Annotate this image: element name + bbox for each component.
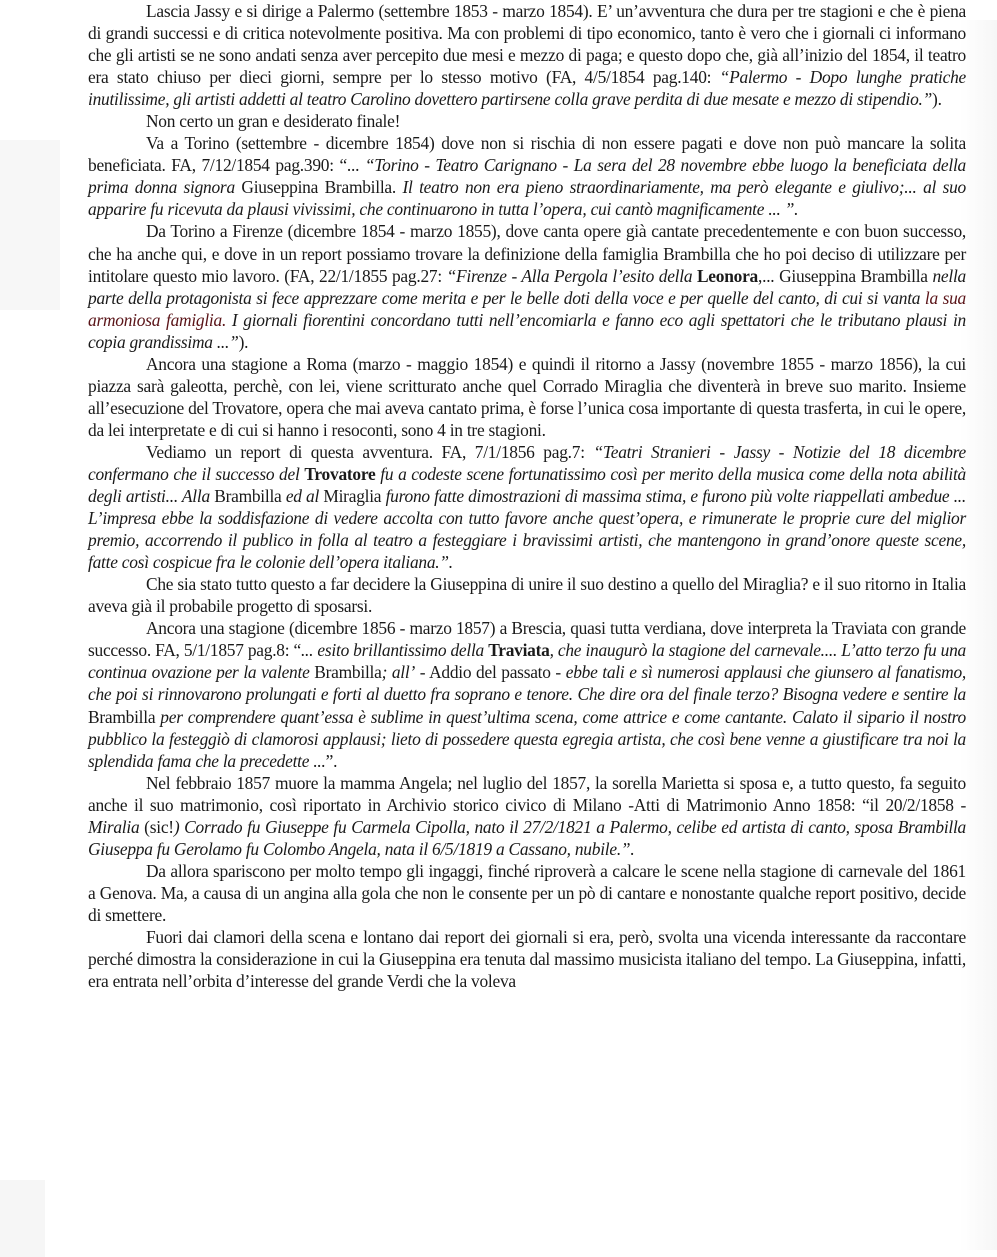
text-run: Ancora una stagione a Roma (marzo - maggio 1854) e quindi il ritorno a Jassy (novembre 1855 - marzo 1856), la cui piazza sarà galeotta, perchè, con lei, viene scritturato anche quel Corrado Miraglia che diventerà in breve suo marito. Insieme all’esecuzione del Trovatore, opera che mai aveva cantato prima, è forse l’unica cosa importante di questa trasferta, in cui le opere, da lei interpretate e di cui si hanno i resoconti, sono 4 in tre stagioni. (88, 353, 966, 440)
quoted-text: ) Corrado fu Giuseppe fu Carmela Cipolla, nato il 27/2/1821 a Palermo, celibe ed artista di canto, sposa Brambilla Giuseppa fu Gerolamo fu Colombo Angela, nata il 6/5/1819 a Cassano, nubile.”. (88, 816, 967, 859)
paragraph-verdi (88, 926, 966, 992)
paragraph-matrimonio (88, 772, 966, 860)
paragraph-brescia (88, 617, 966, 771)
text-run: Vediamo un report di questa avventura. FA, 7/1/1856 pag.7: (146, 441, 594, 462)
text-run: Non certo un gran e desiderato finale! (146, 111, 401, 132)
text-run: ,... Giuseppina Brambilla (758, 265, 933, 286)
quoted-text: furono fatte dimostrazioni di massima stima, e furono più volte riappellati ambedue ... L’impresa ebbe la soddisfazione di vedere accolta con tutto favore anche quest’opera, e rimunerate le proprie cure del miglior premio, accorrendo il publico in folla al teatro a festeggiare i bravissimi artisti, che mantengono in grand’onore queste scene, fatte così cospicue fra le colonie dell’opera italiana.”. (88, 486, 966, 573)
text-run: Giuseppina Brambilla. (241, 177, 403, 198)
text-run: Da allora spariscono per molto tempo gli ingaggi, finché riproverà a calcare le scene nella stagione di carnevale del 1861 a Genova. Ma, a causa di un angina alla gola che non le consente per un pò di cantare e nonostante qualche report positivo, decide di smettere. (88, 860, 966, 925)
quoted-text: per comprendere quant’essa è sublime in quest’ultima scena, come attrice e come cantante. Calato il sipario il nostro pubblico la festeggiò di clamorosi applausi; lieto di possedere questa egregia artista, che così bene venne a giustificare tra noi la splendida fama che la precedette ... (88, 706, 966, 771)
text-run: Va a Torino (settembre - dicembre 1854) dove non si rischia di non essere pagati e dove non può mancare la solita beneficiata. FA, 7/12/1854 pag.390: “... (88, 133, 966, 176)
quoted-text: Il teatro non era pieno straordinariamente, ma però elegante e giulivo;... al suo apparire fu ricevuta da plausi vivissimi, che continuarono in tutta l’opera, cui cantò magnificamente ... ”. (88, 177, 966, 220)
text-run: Ancora una stagione (dicembre 1856 - marzo 1857) a Brescia, quasi tutta verdiana, dove interpreta la Traviata con grande successo. FA, 5/1/1857 pag.8: “ (88, 618, 966, 661)
paragraph-finale (88, 110, 966, 132)
quoted-text: nella parte della protagonista si fece apprezzare come merita e per le belle doti della voce e per quelle del canto, di cui si vanta (88, 265, 966, 308)
paragraph-roma-jassy (88, 353, 966, 441)
quoted-text: Miralia (88, 816, 140, 837)
document-body (88, 0, 966, 992)
text-run: Da Torino a Firenze (dicembre 1854 - marzo 1855), dove canta opere già cantate precedentemente e con buon successo, che ha anche qui, e dove in un report possiamo trovare la definizione della famiglia Brambilla che ho poi deciso di utilizzare per intitolare questo mio lavoro. (FA, 22/1/1855 pag.27: (88, 221, 966, 286)
text-run: ”. (325, 750, 338, 771)
paragraph-genova (88, 860, 966, 926)
quoted-text: I giornali fiorentini concordano tutti nell’encomiarla e fanno eco agli spettatori che le tributano plausi in copia grandissima ...” (88, 309, 966, 352)
text-run: Brambilla (88, 706, 161, 727)
text-run: Brambilla (314, 662, 382, 683)
text-run: Brambilla (214, 486, 286, 507)
quoted-text: ed al (285, 486, 324, 507)
text-run: - Addio del passato - (415, 662, 566, 683)
paragraph-destino (88, 573, 966, 617)
quoted-text: “Teatri Stranieri - Jassy - Notizie del 18 dicembre confermano che il successo del (88, 441, 966, 484)
highlighted-text: la sua armoniosa famiglia. (88, 287, 966, 330)
text-run: Lascia Jassy e si dirige a Palermo (settembre 1853 - marzo 1854). E’ un’avventura che dura per tre stagioni e che è piena di grandi successi e di critica notevolmente positiva. Ma con problemi di tipo economico, tanto è vero che i giornali ci informano che gli artisti se ne sono andati senza aver percepito due mesi e mezzo di paga; e questo dopo che, già all’inizio del 1854, il teatro era stato chiuso per dieci giorni, sempre per lo stesso motivo (FA, 4/5/1854 pag.140: (88, 1, 966, 88)
paragraph-palermo (88, 0, 966, 110)
text-run: ). (238, 331, 249, 352)
paragraph-firenze (88, 220, 966, 352)
quoted-text: “Torino - Teatro Carignano - La sera del 28 novembre ebbe luogo la beneficiata della prima donna signora (88, 155, 966, 198)
quoted-text: ... esito brillantissimo della (300, 640, 489, 661)
text-run: (sic! (139, 816, 174, 837)
quoted-text: fu a codeste scene fortunatissimo così per merito della musica come della nota abilità degli artisti... Alla (88, 463, 967, 507)
text-run: Che sia stato tutto questo a far decidere la Giuseppina di unire il suo destino a quello del Miraglia? e il suo ritorno in Italia aveva già il probabile progetto di sposarsi. (88, 574, 966, 617)
quoted-text: , che inaugurò la stagione del carnevale.... L’atto terzo fu una continua ovazione per la valente (88, 640, 966, 683)
bold-title: Traviata (488, 640, 550, 661)
paragraph-torino (88, 132, 966, 220)
text-run: Miraglia (323, 486, 386, 507)
text-run: Nel febbraio 1857 muore la mamma Angela; nel luglio del 1857, la sorella Marietta si sposa e, a tutto questo, fa seguito anche il suo matrimonio, così riportato in Archivio storico civico di Milano -Atti di Matrimonio Anno 1858: “il 20/2/1858 - (88, 772, 966, 815)
quoted-text: “Firenze - Alla Pergola l’esito della (446, 265, 697, 286)
quoted-text: “Palermo - Dopo lunghe pratiche inutilissime, gli artisti addetti al teatro Carolino dovettero partirsene colla grave perdita di due mesate e mezzo di stipendio.” (88, 67, 966, 110)
text-run: ). (932, 89, 942, 110)
text-run: Fuori dai clamori della scena e lontano dai report dei giornali si era, però, svolta una vicenda interessante da raccontare perché dimostra la considerazione in cui la Giuseppina era tenuta dal massimo musicista italiano del tempo. La Giuseppina, infatti, era entrata nell’orbita d’interesse del grande Verdi che la voleva (88, 926, 966, 992)
scan-artifact (0, 1180, 45, 1257)
quoted-text: ebbe tali e sì numerosi applausi che giunsero al fanatismo, che poi si rinnovarono prolungati e forti al duetto fra soprano e tenore. Che dire ora del finale terzo? Bisogna vedere e sentire la (88, 662, 966, 705)
bold-title: Leonora (696, 265, 758, 286)
quoted-text: ; all’ (381, 662, 416, 683)
bold-title: Trovatore (304, 463, 376, 484)
paragraph-jassy-report (88, 441, 966, 573)
scan-artifact (0, 140, 60, 310)
